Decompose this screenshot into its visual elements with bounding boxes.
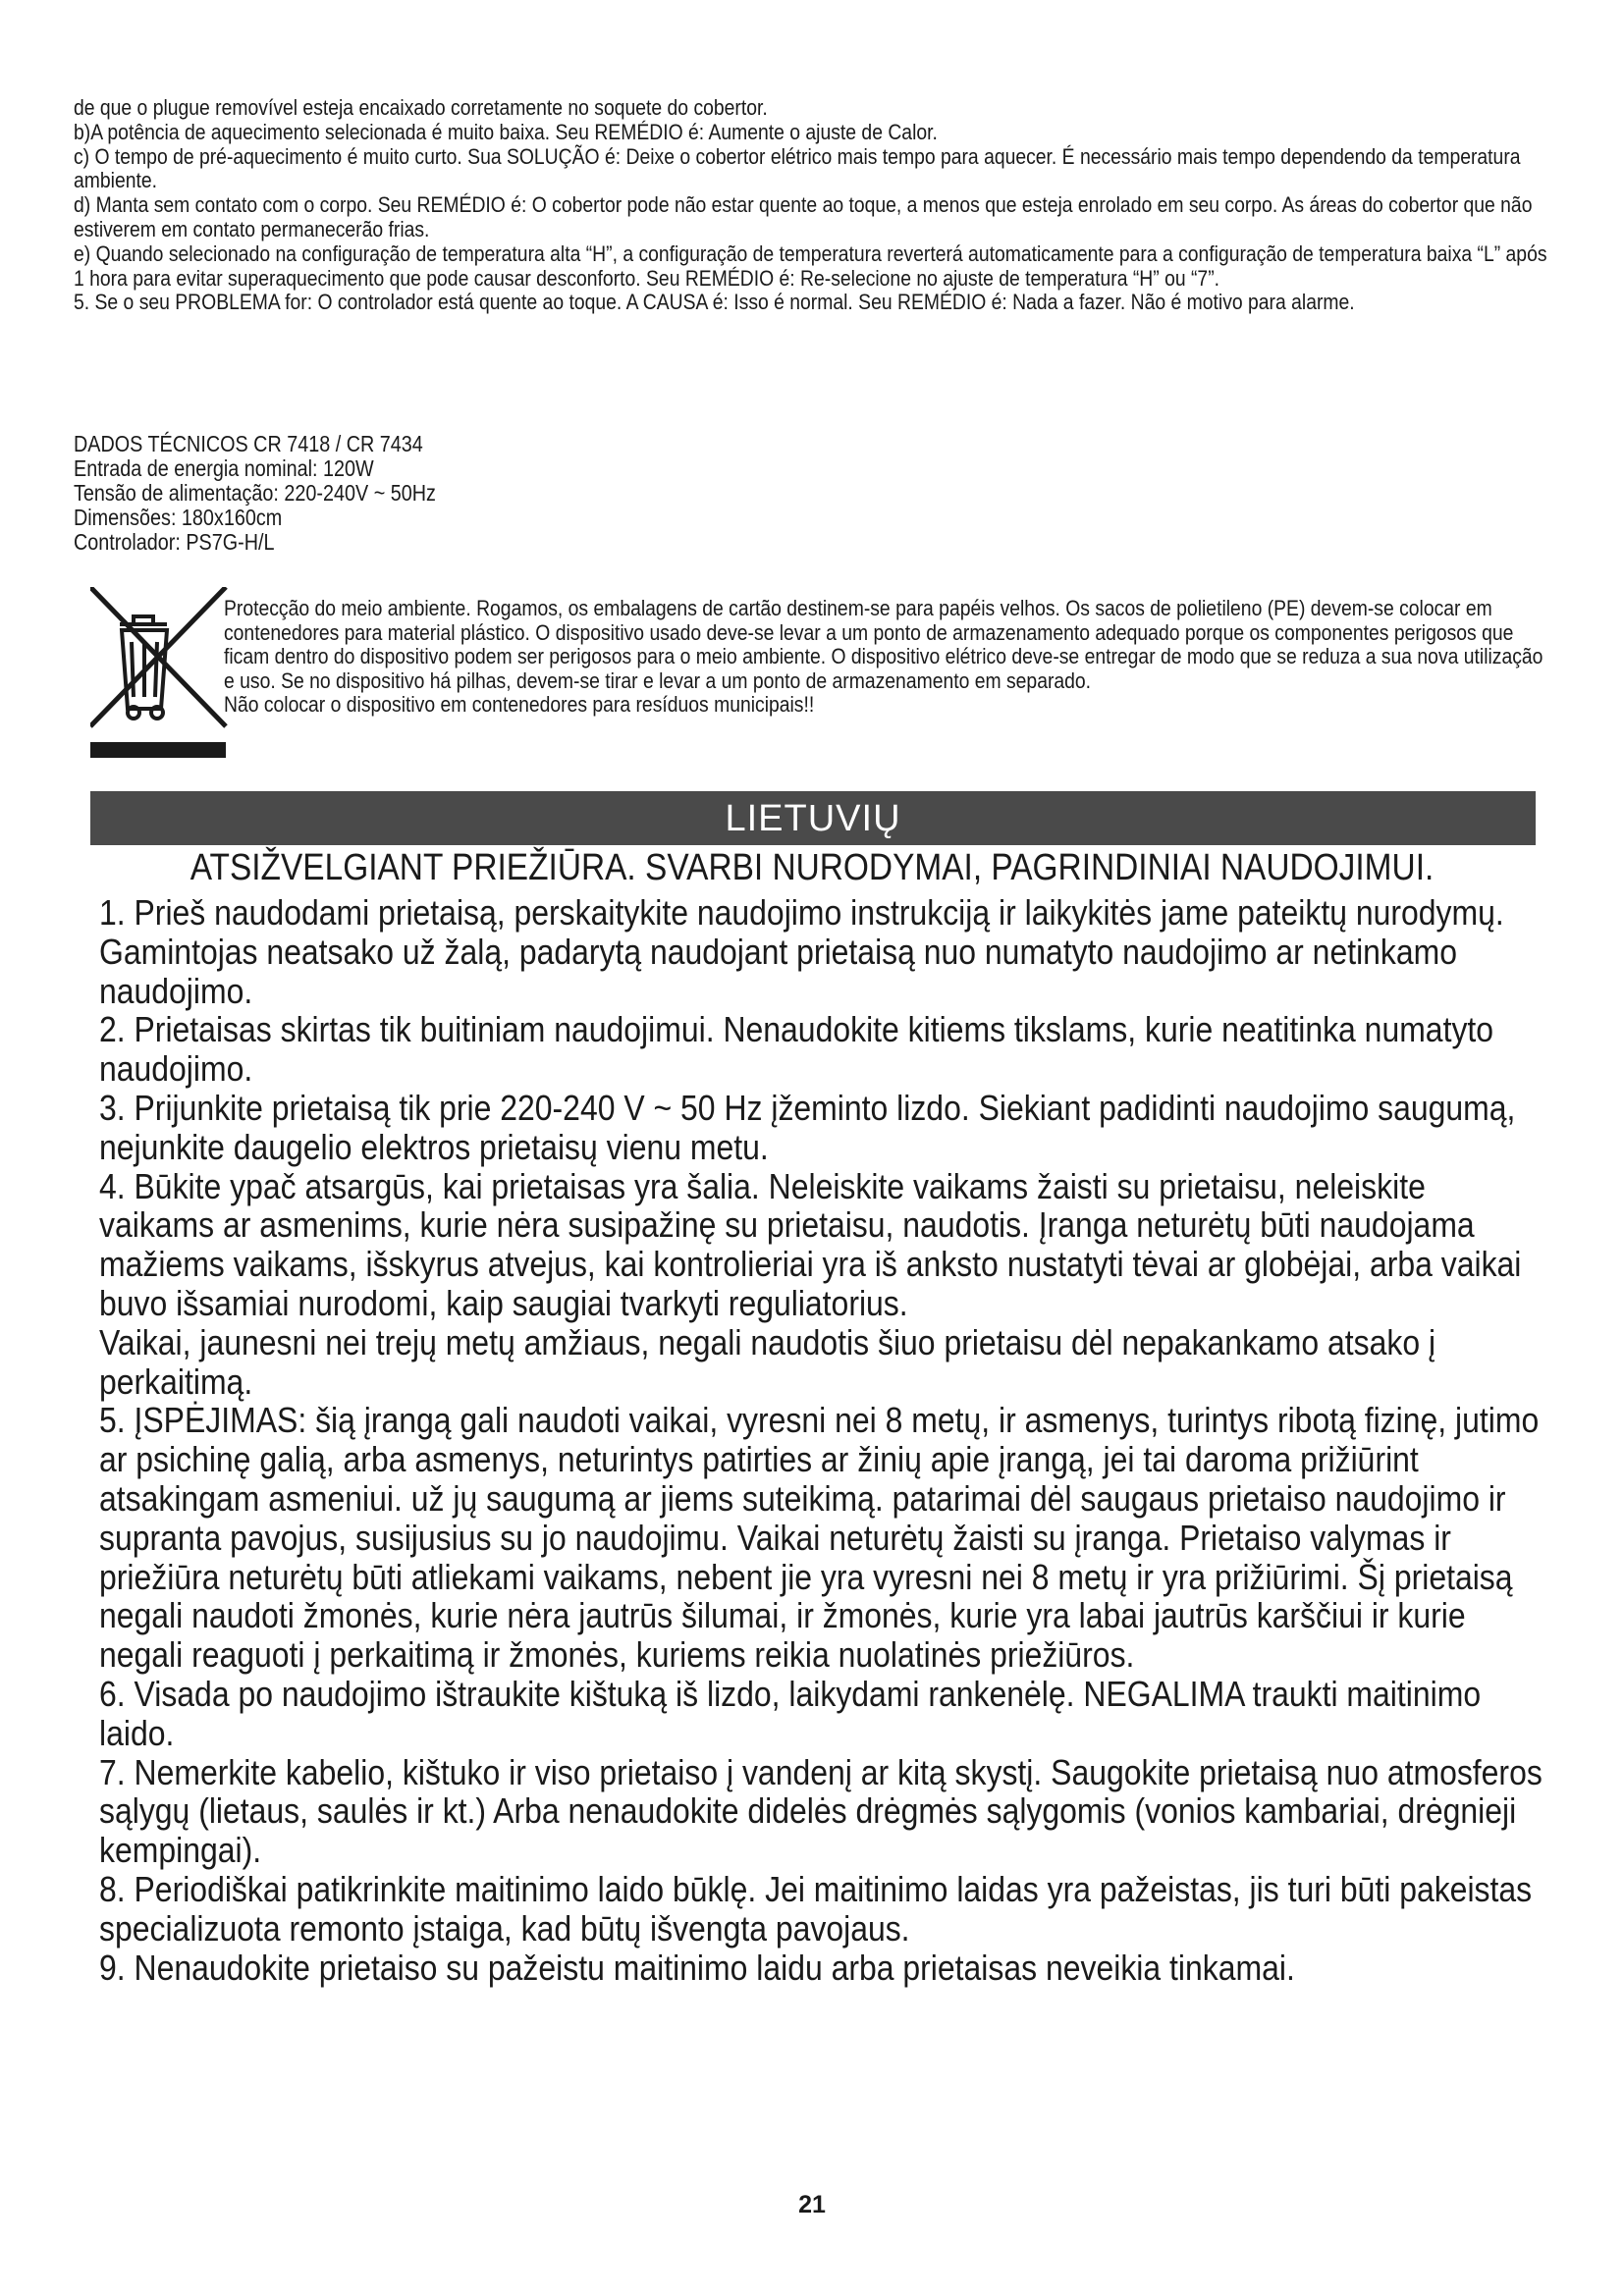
environment-notice	[224, 597, 1558, 718]
troubleshooting-section	[74, 95, 1547, 315]
troubleshooting-item: de que o plugue removível esteja encaixado corretamente no soquete do cobertor.	[74, 95, 768, 120]
weee-crossed-bin-icon	[90, 587, 228, 764]
instruction-item: 7. Nemerkite kabelio, kištuko ir viso prietaiso į vandenį ar kitą skystį. Saugokite prietaisą nuo atmosferos sąlygų (lietaus, saulės ir kt.) Arba nenaudokite didelės drėgmės sąlygomis (vonios kambariai, drėgnieji kempingai).	[99, 1751, 1543, 1871]
instruction-item: 8. Periodiškai patikrinkite maitinimo laido būklę. Jei maitinimo laidas yra pažeistas, jis turi būti pakeistas specializuota remonto įstaiga, kad būtų išvengta pavojaus.	[99, 1868, 1533, 1949]
troubleshooting-item: e) Quando selecionado na configuração de temperatura alta “H”, a configuração de temperatura reverterá automaticamente para a configuração de temperatura baixa “L” após 1 hora para evitar superaquecimento que pode causar desconforto. Seu REMÉDIO é: Re-selecione no ajuste de temperatura “H” ou “7”.	[74, 240, 1547, 291]
instruction-item: 4. Būkite ypač atsargūs, kai prietaisas yra šalia. Neleiskite vaikams žaisti su prietaisu, neleiskite vaikams ar asmenims, kurie nėra susipažinę su prietaisu, naudotis. Įranga neturėtų būti naudojama mažiems vaikams, išskyrus atvejus, kai kontrolieriai yra iš anksto nustatyti tėvai ar globėjai, arba vaikai buvo išsamiai nurodomi, kaip saugiai tvarkyti reguliatorius.	[99, 1165, 1522, 1323]
instruction-item: 3. Prijunkite prietaisą tik prie 220-240 V ~ 50 Hz įžeminto lizdo. Siekiant padidinti naudojimo saugumą, nejunkite daugelio elektros prietaisų vienu metu.	[99, 1087, 1516, 1167]
troubleshooting-item: 5. Se o seu PROBLEMA for: O controlador está quente ao toque. A CAUSA é: Isso é normal. Seu REMÉDIO é: Nada a fazer. Não é motivo para alarme.	[74, 290, 1355, 315]
environment-text: Protecção do meio ambiente. Rogamos, os embalagens de cartão destinem-se para papéis velhos. Os sacos de polietileno (PE) devem-se colocar em contenedores para material plástico. O dispositivo usado deve-se levar a um ponto de armazenamento adequado porque os componentes perigosos que ficam dentro do dispositivo podem ser perigosos para o meio ambiente. O dispositivo elétrico deve-se entregar de modo que se reduza a sua nova utilização e uso. Se no dispositivo há pilhas, devem-se tirar e levar a um ponto de armazenamento em separado.	[224, 596, 1543, 693]
section-heading: ATSIŽVELGIANT PRIEŽIŪRA. SVARBI NURODYMAI, PAGRINDINIAI NAUDOJIMUI.	[189, 847, 1435, 888]
troubleshooting-item: b)A potência de aquecimento selecionada é muito baixa. Seu REMÉDIO é: Aumente o ajuste de Calor.	[74, 119, 938, 144]
page-number: 21	[798, 2191, 826, 2218]
instruction-item: Vaikai, jaunesni nei trejų metų amžiaus, negali naudotis šiuo prietaisu dėl nepakankamo atsako į perkaitimą.	[99, 1321, 1436, 1402]
technical-data-line: Controlador: PS7G-H/L	[74, 529, 275, 555]
instruction-item: 2. Prietaisas skirtas tik buitiniam naudojimui. Nenaudokite kitiems tikslams, kurie neatitinka numatyto naudojimo.	[99, 1009, 1494, 1090]
troubleshooting-item: c) O tempo de pré-aquecimento é muito curto. Sua SOLUÇÃO é: Deixe o cobertor elétrico mais tempo para aquecer. É necessário mais tempo dependendo da temperatura ambiente.	[74, 143, 1521, 193]
instruction-item: 9. Nenaudokite prietaiso su pažeistu maitinimo laidu arba prietaisas neveikia tinkamai.	[99, 1947, 1295, 1988]
technical-data-section	[74, 432, 436, 555]
safety-instructions	[99, 893, 1543, 1987]
language-bar: LIETUVIŲ	[90, 791, 1536, 845]
technical-data-line: Entrada de energia nominal: 120W	[74, 455, 374, 481]
environment-last-line: Não colocar o dispositivo em contenedores para resíduos municipais!!	[224, 692, 815, 718]
instruction-item: 6. Visada po naudojimo ištraukite kištuką iš lizdo, laikydami rankenėlę. NEGALIMA traukti maitinimo laido.	[99, 1673, 1482, 1753]
instruction-item: 5. ĮSPĖJIMAS: šią įrangą gali naudoti vaikai, vyresni nei 8 metų, ir asmenys, turintys ribotą fizinę, jutimo ar psichinę galią, arba asmenys, neturintys patirties ar žinių apie įrangą, jei tai daroma prižiūrint atsakingam asmeniui. už jų saugumą ar jiems suteikimą. patarimai dėl saugaus prietaiso naudojimo ir supranta pavojus, susijusius su jo naudojimu. Vaikai neturėtų žaisti su įranga. Prietaiso valymas ir priežiūra neturėtų būti atliekami vaikams, nebent jie yra vyresni nei 8 metų ir yra prižiūrimi. Šį prietaisą negali naudoti žmonės, kurie nėra jautrūs šilumai, ir žmonės, kurie yra labai jautrūs karščiui ir kurie negali reaguoti į perkaitimą ir žmonės, kuriems reikia nuolatinės priežiūros.	[99, 1400, 1540, 1676]
technical-data-line: Tensão de alimentação: 220-240V ~ 50Hz	[74, 480, 436, 506]
instruction-item: 1. Prieš naudodami prietaisą, perskaitykite naudojimo instrukciją ir laikykitės jame pateiktų nurodymų. Gamintojas neatsako už žalą, padarytą naudojant prietaisą nuo numatyto naudojimo ar netinkamo naudojimo.	[99, 892, 1504, 1011]
troubleshooting-item: d) Manta sem contato com o corpo. Seu REMÉDIO é: O cobertor pode não estar quente ao toque, a menos que esteja enrolado em seu corpo. As áreas do cobertor que não estiverem em contato permanecerão frias.	[74, 192, 1533, 241]
technical-data-title: DADOS TÉCNICOS CR 7418 / CR 7434	[74, 431, 423, 456]
technical-data-line: Dimensões: 180x160cm	[74, 505, 283, 530]
